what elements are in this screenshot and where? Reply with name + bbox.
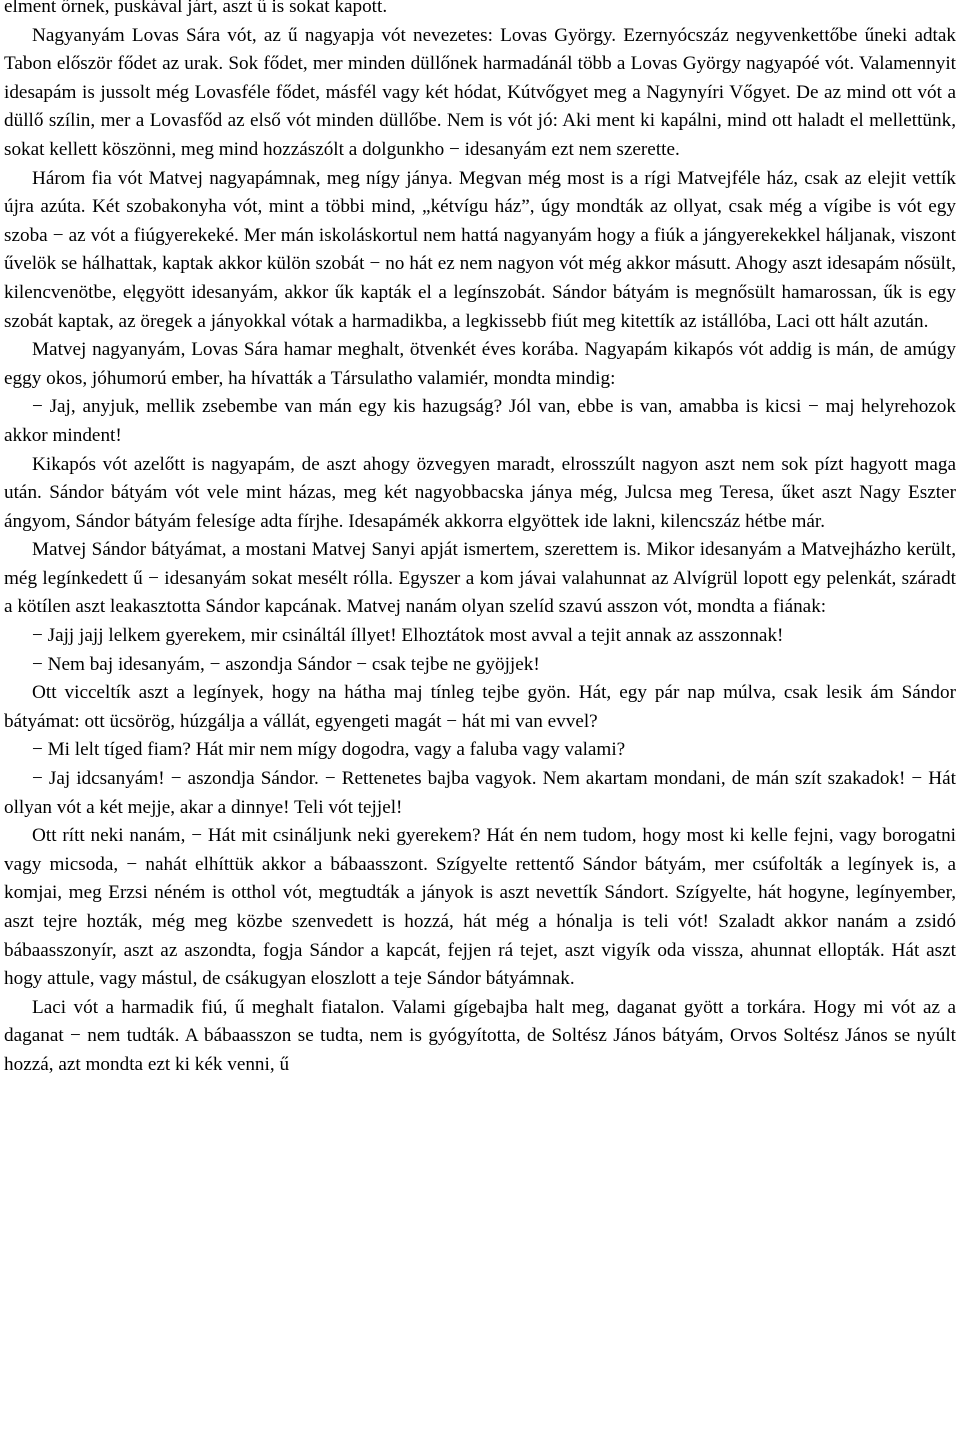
- paragraph-laci: Laci vót a harmadik fiú, ű meghalt fiatalon. Valami gígebajba halt meg, daganat gyött a torkára. Hogy mi vót az a daganat − nem tudták. A bábaasszon se tudta, nem is gyógyította, de Soltész János bátyám, Orvos Soltész János se nyúlt hozzá, azt mondta ezt ki kék venni, ű: [4, 996, 956, 1075]
- paragraph-vicceltik: Ott vicceltík aszt a legínyek, hogy na hátha maj tínleg tejbe gyön. Hát, egy pár nap múlva, csak lesik ám Sándor bátyámat: ott ücsörög, húzgálja a vállát, egyengeti magát − hát mi van evvel?: [4, 682, 956, 732]
- paragraph-ott-ritt: Ott rítt neki nanám, − Hát mit csináljunk neki gyerekem? Hát én nem tudom, hogy most ki kelle fejni, vagy borogatni vagy micsoda, − nahát elhíttük akkor a bábaasszont. Szígyelte rettentő Sándor bátyám, mer csúfolták a legínyek is, a komjai, meg Erzsi néném is otthol vót, megtudták a jányok is aszt nevettík Sándort. Szígyelte, hát hogyne, legínyember, aszt tejre hozták, még meg közbe szenvedett is hozzá, hát még a hónalja is teli vót! Szaladt akkor nanám a zsidó bábaasszonyír, aszt az aszondta, fogja Sándor a kapcát, fejjen rá tejet, aszt vigyík oda vissza, ahunnat ellopták. Hát aszt hogy attule, vagy mástul, de csákugyan eloszlott a teje Sándor bátyámnak.: [4, 825, 956, 990]
- paragraph-nagyanyam: Matvej nagyanyám, Lovas Sára hamar meghalt, ötvenkét éves korába. Nagyapám kikapós vót addig is mán, de amúgy eggy okos, jóhumorú ember, ha hívatták a Társulatho valamiér, mondta mindig:: [4, 339, 956, 389]
- paragraph-dialogue-hazugsag: − Jaj, anyjuk, mellik zsebembe van mán egy kis hazugság? Jól van, ebbe is van, amabba is kicsi − maj helyrehozok akkor mindent!: [4, 396, 956, 446]
- paragraph-kikapos: Kikapós vót azelőtt is nagyapám, de aszt ahogy özvegyen maradt, elrosszúlt nagyon aszt nem sok pízt hagyott maga után. Sándor bátyám vót vele mint házas, meg két nagyobbacska jánya még, Julcsa meg Teresa, űket aszt Nagy Eszter ángyom, Sándor bátyám felesíge adta fírjhe. Idesapámék akkorra elgyöttek ide lakni, kilencszáz hétbe már.: [4, 453, 956, 532]
- paragraph-lovas-gyorgy: Nagyanyám Lovas Sára vót, az ű nagyapja vót nevezetes: Lovas György. Ezernyócszáz negyvenkettőbe űneki adtak Tabon először fődet az urak. Sok fődet, mer minden düllőnek harmadánál több a Lovas György nagyapóé vót. Valamennyit idesapám is jussolt még Lovasféle fődet, másfél vagy két hódat, Kútvőgyet meg a Nagynyíri Vőgyet. De az mind ott vót a düllő szílin, mer a Lovasfőd az első vót minden düllőbe. Nem is vót jó: Aki ment ki kapálni, mind ott haladt el mellettünk, sokat kellett köszönni, meg mind hozzászólt a dolgunkho − idesanyám ezt nem szerette.: [4, 24, 956, 160]
- paragraph-dialogue-nem-baj: − Nem baj idesanyám, − aszondja Sándor − csak tejbe ne gyöjjek!: [32, 653, 540, 675]
- paragraph-matvej-haz: Három fia vót Matvej nagyapámnak, meg nígy jánya. Megvan még most is a rígi Matvejféle ház, csak az elejit vettík újra azúta. Két szobakonyha vót, mint a többi mind, „kétvígu ház”, úgy mondták az ollyat, csak még a vígibe is vót egy szoba − az vót a fiúgyerekeké. Mer mán iskoláskortul nem hattá nagyanyám hogy a fiúk a jángyerekekkel háljanak, viszont űvelök se hálhattak, kaptak akkor külön szobát − no hát ez nem nagyon vót még akkor másutt. Ahogy aszt idesapám nősült, kilencvenötbe, elęgyött idesanyám, akkor űk kapták el a legínszobát. Sándor bátyám is megnősült hamarossan, űk is egy szobát kaptak, az öregek a jányokkal vótak a harmadikba, a legkissebb fiút meg kitettík az istállóba, Laci ott hált azután.: [4, 167, 956, 332]
- paragraph-dialogue-mi-lelt: − Mi lelt tíged fiam? Hát mir nem mígy dogodra, vagy a faluba vagy valami?: [32, 739, 626, 761]
- paragraph-continuation: elment őrnek, puskával járt, aszt ű is sokat kapott.: [4, 0, 388, 17]
- paragraph-sandor-batyam: Matvej Sándor bátyámat, a mostani Matvej Sanyi apját ismertem, szerettem is. Mikor idesanyám a Matvejházho került, még legínkedett ű − idesanyám sokat mesélt rólla. Egyszer a kom jávai valahunnat az Alvígrül lopott egy pelenkát, száradt a kötílen aszt leakasztotta Sándor kapcának. Matvej nanám olyan szelíd szavú asszon vót, mondta a fiának:: [4, 539, 956, 618]
- paragraph-dialogue-jajj: − Jajj jajj lelkem gyerekem, mir csináltál íllyet! Elhoztátok most avval a tejit annak az asszonnak!: [32, 625, 784, 647]
- paragraph-dialogue-rettenetes: − Jaj idcsanyám! − aszondja Sándor. − Rettenetes bajba vagyok. Nem akartam mondani, de mán szít szakadok! − Hát ollyan vót a két mejje, akar a dinnye! Teli vót tejjel!: [4, 768, 956, 818]
